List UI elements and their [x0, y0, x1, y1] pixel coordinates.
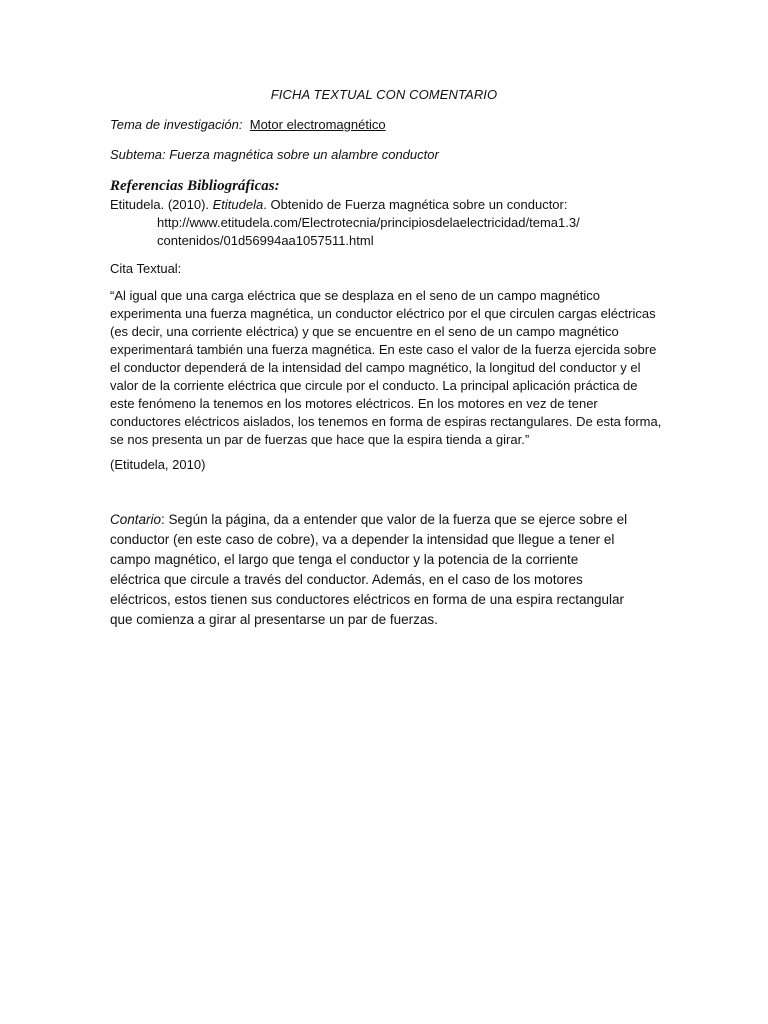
cita-line: se nos presenta un par de fuerzas que hace que la espira tienda a girar.” [110, 432, 530, 447]
comentario-line: eléctrica que circule a través del conductor. Además, en el caso de los motores [110, 572, 583, 587]
cita-line: “Al igual que una carga eléctrica que se desplaza en el seno de un campo magnético [110, 288, 600, 303]
document-title: FICHA TEXTUAL CON COMENTARIO [270, 87, 498, 102]
references-heading: Referencias Bibliográficas: [110, 178, 280, 194]
reference-url-line-1: http://www.etitudela.com/Electrotecnia/principiosdelaelectricidad/tema1.3/ [157, 215, 580, 230]
comentario-first-line-text: Según la página, da a entender que valor de la fuerza que se ejerce sobre el [164, 512, 628, 527]
subtema-label: Subtema: [110, 147, 166, 162]
reference-author-year: Etitudela. (2010). [110, 197, 210, 212]
subtema-row [110, 146, 439, 164]
cita-line: experimentará también una fuerza magnética. En este caso el valor de la fuerza ejercida sobre [110, 342, 657, 357]
cita-line: conductores eléctricos aislados, los tenemos en forma de espiras rectangulares. De esta forma, [110, 414, 662, 429]
reference-obtained-from: . Obtenido de Fuerza magnética sobre un conductor: [263, 197, 568, 212]
comentario-line: campo magnético, el largo que tenga el conductor y la potencia de la corriente [110, 552, 579, 567]
comentario-colon: : [161, 512, 165, 527]
cita-line: el conductor dependerá de la intensidad del campo magnético, la longitud del conductor y el [110, 360, 641, 375]
tema-label: Tema de investigación: [110, 117, 243, 132]
reference-url-line-2: contenidos/01d56994aa1057511.html [157, 233, 374, 248]
comentario-first-line [110, 510, 627, 530]
comentario-line: que comienza a girar al presentarse un par de fuerzas. [110, 612, 438, 627]
comentario-label: Contario [110, 512, 162, 527]
cita-label: Cita Textual: [110, 261, 182, 276]
cita-line: experimenta una fuerza magnética, un conductor eléctrico por el que circulen cargas eléctricas [110, 306, 656, 321]
cita-line: (es decir, una corriente eléctrica) y que se encuentre en el seno de un campo magnético [110, 324, 619, 339]
tema-row [110, 116, 386, 134]
cita-source: (Etitudela, 2010) [110, 457, 206, 472]
comentario-line: eléctricos, estos tienen sus conductores eléctricos en forma de una espira rectangular [110, 592, 625, 607]
comentario-line: conductor (en este caso de cobre), va a depender la intensidad que llegue a tener el [110, 532, 615, 547]
cita-line: valor de la corriente eléctrica que circule por el conducto. La principal aplicación práctica de [110, 378, 638, 393]
cita-line: este fenómeno la tenemos en los motores eléctricos. En los motores en vez de tener [110, 396, 598, 411]
tema-value: Motor electromagnético [249, 117, 386, 132]
reference-site: Etitudela [212, 197, 264, 212]
reference-citation [110, 196, 567, 214]
subtema-value: Fuerza magnética sobre un alambre conductor [169, 147, 439, 162]
